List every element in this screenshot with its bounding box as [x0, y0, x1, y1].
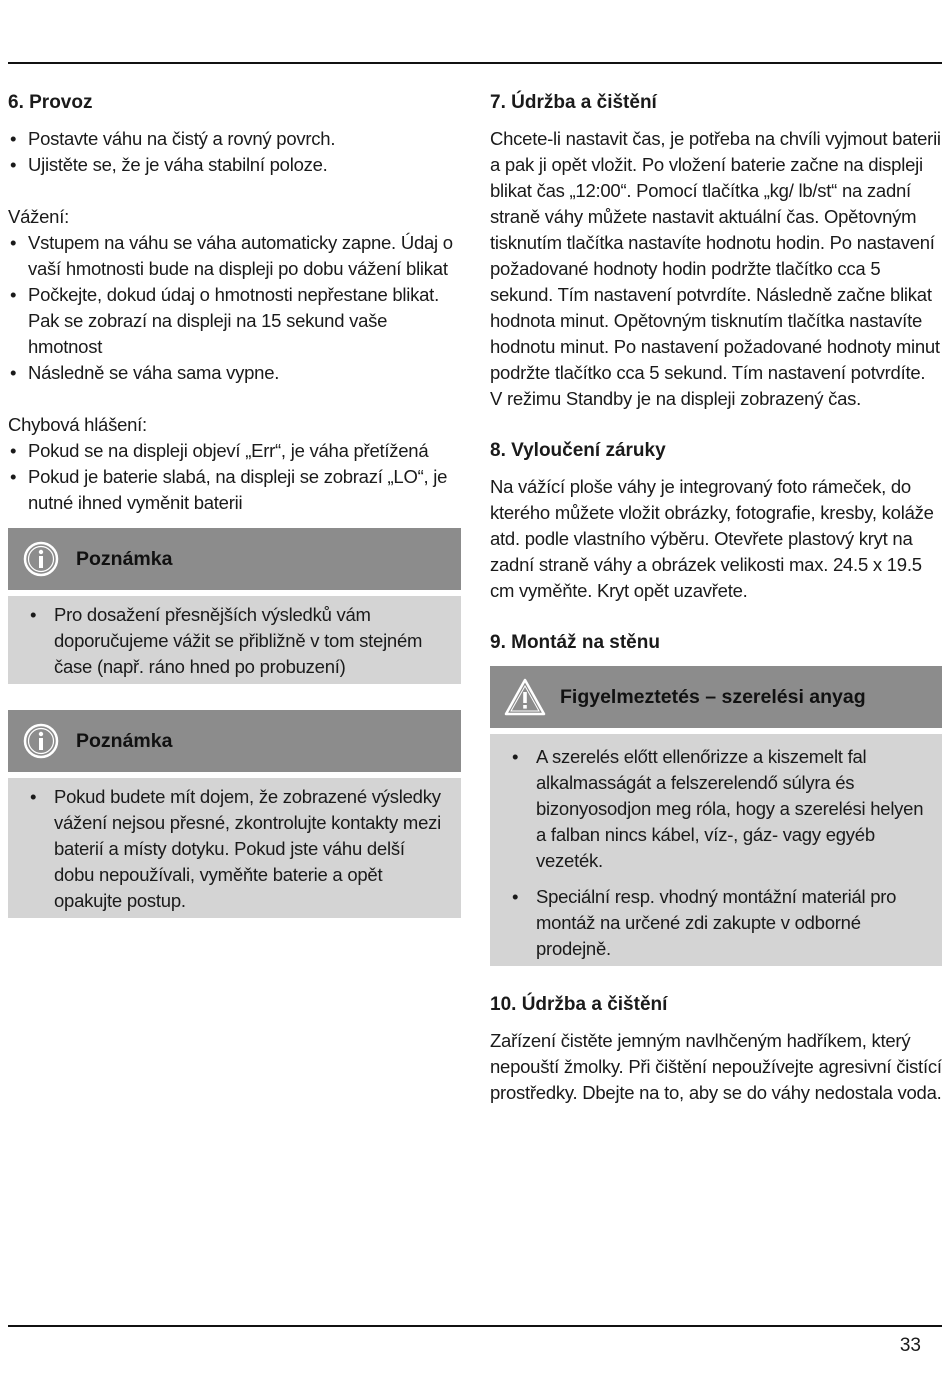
list-item: • Postavte váhu na čistý a rovný povrch.: [8, 126, 461, 152]
list-item: • Speciální resp. vhodný montážní materiál pro montáž na určené zdi zakupte v odborné prodejně.: [510, 884, 928, 962]
list-item: • Počkejte, dokud údaj o hmotnosti nepřestane blikat. Pak se zobrazí na displeji na 15 sekund vaše hmotnost: [8, 282, 461, 360]
section-heading-udrzba: 7. Údržba a čištění: [490, 92, 657, 113]
note-body: [8, 596, 461, 684]
section-text: Na vážící ploše váhy je integrovaný foto rámeček, do kterého můžete vložit obrázky, fotografie, kresby, koláže atd. podle vlastního výběru. Otevřete plastový kryt na zadní straně váhy a obrázek velikosti max. 24.5 x 19.5 cm vyměňte. Kryt opět uzavřete.: [490, 476, 934, 601]
list-item: • Pokud je baterie slabá, na displeji se zobrazí „LO“, je nutné ihned vyměnit baterii: [8, 464, 461, 516]
list-item: • A szerelés előtt ellenőrizze a kiszemelt fal alkalmasságát a felszerelendő súlyra és bizonyosodjon meg róla, hogy a szerelési helyen a falban nincs kábel, víz-, gáz- vagy egyéb vezeték.: [510, 744, 928, 874]
note-box-2: [8, 710, 461, 918]
list-item: • Pokud se na displeji objeví „Err“, je váha přetížená: [8, 438, 461, 464]
warning-body: [490, 734, 942, 966]
section-heading-zaruka: 8. Vyloučení záruky: [490, 440, 666, 461]
section-heading-udrzba-10: 10. Údržba a čištění: [490, 994, 668, 1015]
provoz-list: [8, 126, 461, 178]
left-column: [8, 90, 461, 918]
list-item: • Ujistěte se, že je váha stabilní poloze.: [8, 152, 461, 178]
info-icon: [22, 722, 60, 760]
warning-icon: [504, 678, 546, 716]
note-box-1: [8, 528, 461, 684]
right-column: [490, 90, 942, 1106]
bottom-rule: [8, 1325, 942, 1327]
note-title: Poznámka: [76, 547, 173, 570]
list-item: • Vstupem na váhu se váha automaticky zapne. Údaj o vaší hmotnosti bude na displeji po dobu vážení blikat: [8, 230, 461, 282]
weighing-label: Vážení:: [8, 206, 69, 227]
warning-header: [490, 666, 942, 734]
note-body: [8, 778, 461, 918]
list-item: • Následně se váha sama vypne.: [8, 360, 461, 386]
note-header: [8, 710, 461, 778]
section-heading-montaz: 9. Montáž na stěnu: [490, 632, 660, 653]
list-item: • Pokud budete mít dojem, že zobrazené výsledky vážení nejsou přesné, zkontrolujte kontakty mezi baterií a místy dotyku. Pokud jste váhu delší dobu nepoužívali, vyměňte baterie a opět opakujte postup.: [28, 784, 447, 914]
page-number: 33: [899, 1335, 921, 1356]
errors-label: Chybová hlášení:: [8, 414, 147, 435]
top-rule: [8, 62, 942, 64]
errors-list: [8, 438, 461, 516]
note-title: Poznámka: [76, 729, 173, 752]
list-item: • Pro dosažení přesnějších výsledků vám doporučujeme vážit se přibližně v tom stejném čase (např. ráno hned po probuzení): [28, 602, 447, 680]
warning-title: Figyelmeztetés – szerelési anyag: [560, 685, 866, 708]
section-text: Chcete-li nastavit čas, je potřeba na chvíli vyjmout baterii a pak ji opět vložit. Po vložení baterie začne na displeji blikat čas „12:00“. Pomocí tlačítka „kg/ lb/st“ na zadní straně váhy můžete nastavit aktuální čas. Opětovným tisknutím tlačítka nastavíte hodnotu hodin. Po nastavení požadované hodnoty hodin podržte tlačítko cca 5 sekund. Tím nastavení potvrdíte. Následně začne blikat hodnota minut. Opětovným tisknutím tlačítka nastavíte hodnotu minut. Po nastavení požadované hodnoty minut podržte tlačítko cca 5 sekund. Tím nastavení potvrdíte. V režimu Standby je na displeji zobrazený čas.: [490, 128, 941, 409]
weighing-list: [8, 230, 461, 386]
note-header: [8, 528, 461, 596]
section-heading-provoz: 6. Provoz: [8, 92, 93, 113]
info-icon: [22, 540, 60, 578]
section-text: Zařízení čistěte jemným navlhčeným hadříkem, který nepouští žmolky. Při čištění nepoužívejte agresivní čistící prostředky. Dbejte na to, aby se do váhy nedostala voda.: [490, 1030, 942, 1103]
warning-box: [490, 666, 942, 966]
